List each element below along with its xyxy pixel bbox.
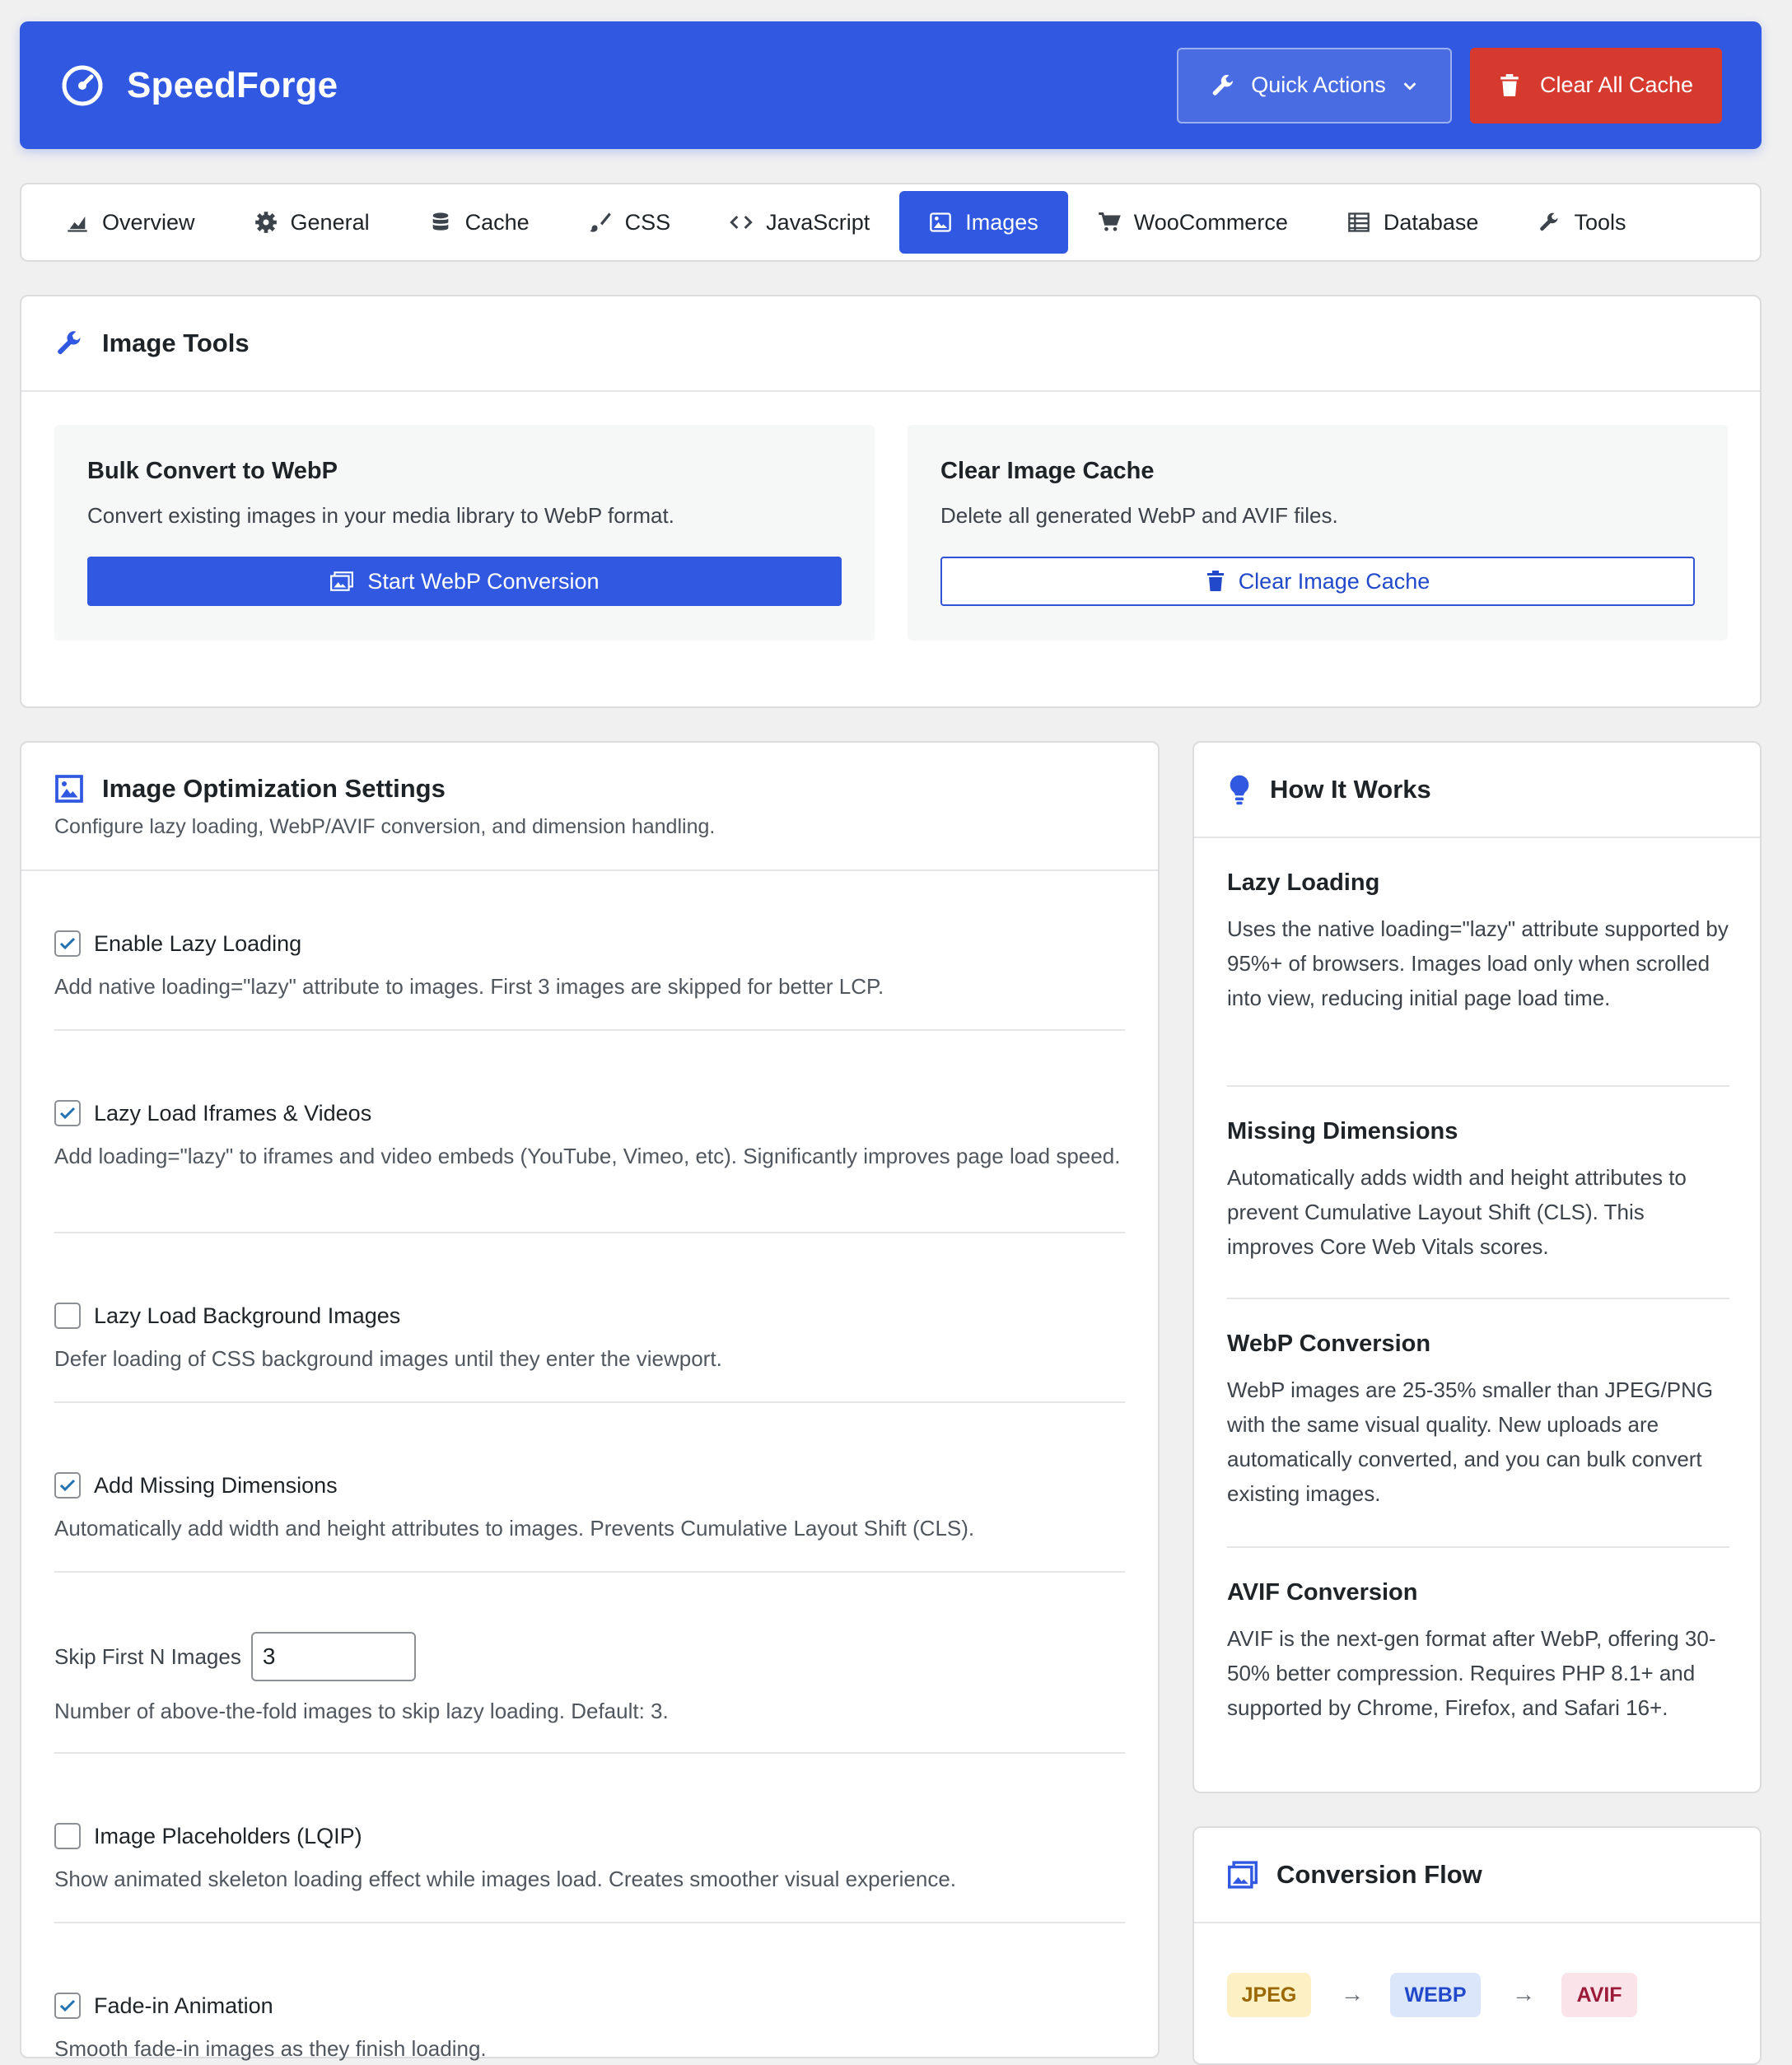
settings-header [21, 743, 1158, 871]
hw-section-text: Uses the native loading="lazy" attribute supported by 95%+ of browsers. Images load only when scrolled into view, reducing initial page load time. [1227, 916, 1729, 1010]
tab-images[interactable] [899, 191, 1068, 254]
skip-first-n-input[interactable]: 3 [251, 1632, 416, 1681]
tab-general[interactable] [225, 191, 399, 254]
setting-desc: Defer loading of CSS background images until they enter the viewport. [54, 1346, 722, 1371]
skip-first-n-label: Skip First N Images [54, 1643, 241, 1669]
conversion-flow-card [1192, 1826, 1762, 2065]
tab-label: Cache [464, 209, 530, 235]
image-icon [54, 774, 84, 804]
quick-actions-label: Quick Actions [1251, 72, 1386, 97]
divider [54, 1752, 1125, 1754]
brush-icon [589, 211, 612, 234]
hw-section-text: WebP images are 25-35% smaller than JPEG/PNG with the same visual quality. New uploads are automatically converted, and you can bulk convert existing images. [1227, 1377, 1714, 1506]
bulk-convert-box [54, 425, 875, 641]
badge-webp: WEBP [1390, 1973, 1481, 2017]
hw-avif-conversion [1227, 1579, 1729, 1725]
badge-avif: AVIF [1561, 1973, 1637, 2017]
divider [1227, 1546, 1729, 1548]
setting-enable-lazy-loading [54, 930, 1125, 1003]
clear-all-cache-button[interactable] [1470, 48, 1722, 124]
check-icon [58, 1475, 77, 1495]
tab-javascript[interactable] [700, 191, 899, 254]
setting-label: Lazy Load Background Images [94, 1303, 401, 1328]
check-icon [58, 1996, 77, 2016]
brand [59, 63, 338, 109]
tab-css[interactable] [559, 191, 701, 254]
clear-image-cache-button[interactable] [940, 557, 1695, 606]
start-webp-label: Start WebP Conversion [367, 568, 600, 594]
bulk-convert-desc: Convert existing images in your media library to WebP format. [87, 503, 674, 528]
fade-in-animation-checkbox[interactable] [54, 1993, 81, 2019]
trash-icon [1206, 569, 1225, 594]
settings-subtitle: Configure lazy loading, WebP/AVIF conversion, and dimension handling. [54, 814, 716, 838]
tab-label: Overview [102, 209, 195, 235]
setting-lazy-load-background [54, 1303, 1125, 1375]
setting-desc: Number of above-the-fold images to skip lazy loading. Default: 3. [54, 1699, 669, 1723]
hw-section-title: WebP Conversion [1227, 1331, 1431, 1357]
setting-label: Lazy Load Iframes & Videos [94, 1100, 372, 1126]
tab-label: CSS [624, 209, 671, 235]
setting-add-missing-dimensions [54, 1472, 1125, 1545]
hw-lazy-loading [1227, 869, 1729, 1015]
bulk-convert-title: Bulk Convert to WebP [87, 458, 338, 484]
setting-skip-first-n [54, 1632, 1125, 1727]
image-tools-title: Image Tools [102, 329, 250, 357]
tab-label: JavaScript [766, 209, 870, 235]
setting-fade-in-animation [54, 1993, 1125, 2065]
how-it-works-title: How It Works [1270, 775, 1431, 804]
image-tools-card [20, 295, 1762, 708]
wrench-icon [1210, 72, 1236, 99]
lazy-load-background-checkbox[interactable] [54, 1303, 81, 1329]
clear-image-cache-box [908, 425, 1728, 641]
setting-image-placeholders [54, 1823, 1125, 1895]
image-tools-header [21, 296, 1760, 392]
images-icon [1227, 1860, 1258, 1890]
setting-desc: Smooth fade-in images as they finish loading. [54, 2036, 487, 2061]
divider [54, 1401, 1125, 1403]
tab-bar [20, 183, 1762, 262]
wrench-icon [1538, 211, 1561, 234]
tab-overview[interactable] [36, 191, 225, 254]
divider [54, 1922, 1125, 1923]
cart-icon [1098, 211, 1121, 234]
lazy-load-iframes-checkbox[interactable] [54, 1100, 81, 1126]
clear-image-cache-desc: Delete all generated WebP and AVIF files. [940, 503, 1338, 528]
hw-section-text: Automatically adds width and height attributes to prevent Cumulative Layout Shift (CLS). This improves Core Web Vitals scores. [1227, 1165, 1687, 1259]
tab-woocommerce[interactable] [1068, 191, 1318, 254]
wrench-icon [54, 329, 84, 358]
tab-cache[interactable] [399, 191, 559, 254]
setting-desc: Add native loading="lazy" attribute to images. First 3 images are skipped for better LCP. [54, 974, 884, 999]
setting-desc: Add loading="lazy" to iframes and video embeds (YouTube, Vimeo, etc). Significantly improves page load speed. [54, 1144, 1121, 1168]
setting-label: Image Placeholders (LQIP) [94, 1823, 362, 1848]
divider [54, 1232, 1125, 1233]
database-icon [429, 211, 452, 234]
conversion-flow-header [1194, 1828, 1760, 1923]
tab-database[interactable] [1318, 191, 1509, 254]
clear-image-cache-title: Clear Image Cache [940, 458, 1155, 484]
image-optimization-settings-card [20, 741, 1160, 2061]
gear-icon [254, 211, 278, 234]
hw-missing-dimensions [1227, 1118, 1729, 1264]
chevron-down-icon [1401, 77, 1419, 95]
hw-section-title: AVIF Conversion [1227, 1579, 1418, 1606]
app-header [20, 21, 1762, 149]
tab-label: Database [1383, 209, 1479, 235]
add-missing-dimensions-checkbox[interactable] [54, 1472, 81, 1499]
trash-icon [1499, 74, 1520, 97]
tab-label: Tools [1574, 209, 1626, 235]
how-it-works-header [1194, 743, 1760, 838]
divider [54, 1571, 1125, 1573]
settings-title: Image Optimization Settings [102, 773, 446, 803]
tab-label: WooCommerce [1133, 209, 1288, 235]
badge-jpeg: JPEG [1227, 1973, 1311, 2017]
clear-all-label: Clear All Cache [1539, 72, 1694, 97]
table-icon [1347, 211, 1370, 234]
tab-tools[interactable] [1508, 191, 1655, 254]
speedometer-icon [59, 63, 105, 109]
conversion-flow-title: Conversion Flow [1276, 1860, 1482, 1889]
setting-desc: Show animated skeleton loading effect while images load. Creates smoother visual experience. [54, 1867, 957, 1891]
arrow-right-icon: → [1512, 1981, 1535, 2007]
image-icon [929, 211, 952, 234]
start-webp-conversion-button[interactable] [87, 557, 842, 606]
divider [1227, 1085, 1729, 1087]
hw-webp-conversion [1227, 1331, 1729, 1511]
check-icon [58, 1103, 77, 1123]
arrow-right-icon: → [1341, 1981, 1364, 2007]
images-icon [329, 571, 354, 592]
quick-actions-button[interactable] [1177, 48, 1452, 124]
setting-label: Enable Lazy Loading [94, 930, 302, 956]
enable-lazy-loading-checkbox[interactable] [54, 930, 81, 957]
how-it-works-card [1192, 741, 1762, 1793]
code-icon [730, 211, 753, 234]
check-icon [58, 934, 77, 953]
hw-section-text: AVIF is the next-gen format after WebP, offering 30-50% better compression. Requires PHP 8.1+ and supported by Chrome, Firefox, and Safari 16+. [1227, 1626, 1716, 1720]
divider [54, 1029, 1125, 1031]
hw-section-title: Missing Dimensions [1227, 1118, 1458, 1144]
chart-icon [66, 211, 89, 234]
image-placeholders-checkbox[interactable] [54, 1823, 81, 1849]
hw-section-title: Lazy Loading [1227, 869, 1380, 896]
setting-desc: Automatically add width and height attributes to images. Prevents Cumulative Layout Shift (CLS). [54, 1516, 975, 1541]
lightbulb-icon [1227, 774, 1252, 805]
tab-label: Images [965, 209, 1038, 235]
divider [1227, 1298, 1729, 1299]
tab-label: General [290, 209, 370, 235]
setting-label: Add Missing Dimensions [94, 1472, 338, 1498]
setting-label: Fade-in Animation [94, 1993, 273, 2018]
brand-title: SpeedForge [127, 64, 338, 105]
clear-image-cache-label: Clear Image Cache [1238, 568, 1430, 594]
setting-lazy-load-iframes [54, 1100, 1125, 1172]
